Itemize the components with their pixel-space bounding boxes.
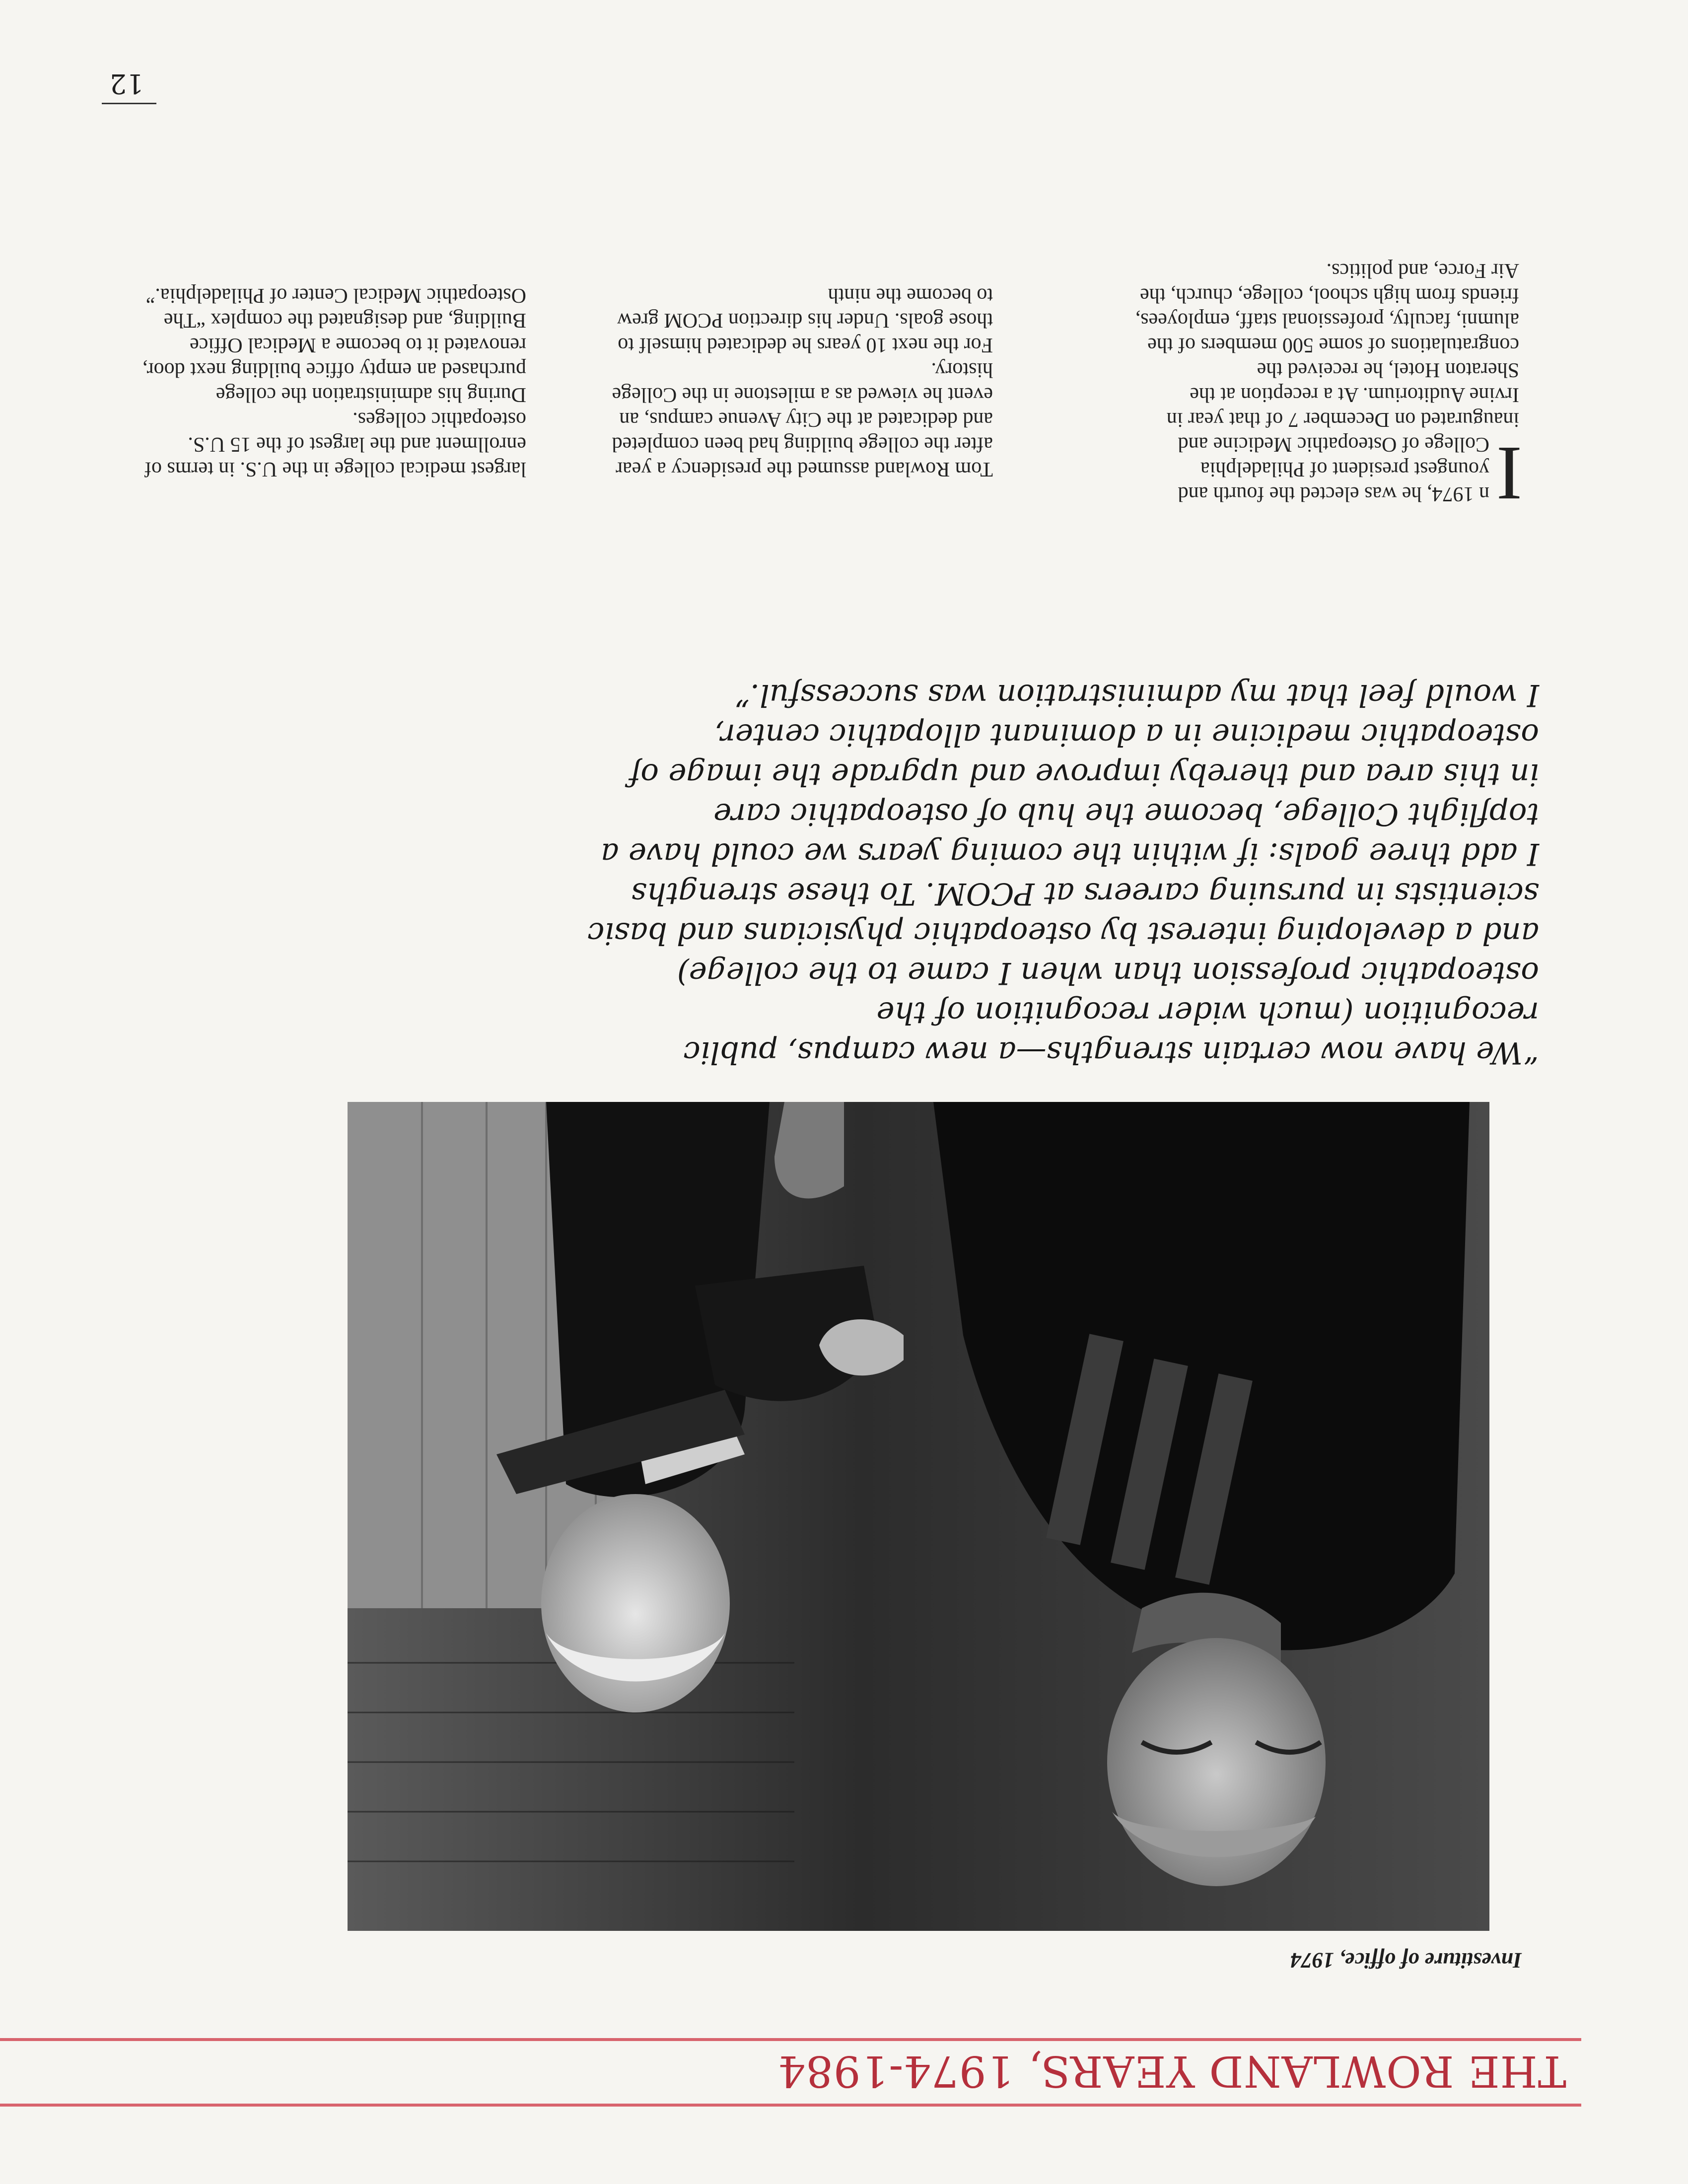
- body-column-2-text: Tom Rowland assumed the presidency a year after the college building had been completed and dedicated at the City Avenue campus, an event he viewed as a milestone in the College history. For the next 10 years he dedicated himself to those goals. Under his direction PCOM grew to become the ninth: [612, 284, 993, 480]
- header-rule-top: [0, 2104, 1581, 2107]
- pull-quote: “We have now certain strengths—a new campus, public recognition (much wider recognition of the osteopathic profession than when I came to the college) and a developing interest by osteopathic physicians and basic scientists in pursuing careers at PCOM. To these strengths I add three goals: if within the coming years we could have a topflight College, become the hub of osteopathic care in this area and thereby improve and upgrade the image of osteopathic medicine in a dominant allopathic center, I would feel that my administration was successful.”: [587, 678, 1539, 1070]
- body-column-1: [1132, 258, 1522, 517]
- header-rule-bottom: [0, 2038, 1581, 2041]
- photo-caption: Investiture of office, 1974: [1290, 1948, 1522, 1973]
- drop-cap: I: [1496, 431, 1522, 517]
- page-number: 12: [109, 68, 144, 99]
- body-column-2: [606, 283, 993, 506]
- page-number-rule: [102, 103, 156, 104]
- investiture-photo: [348, 1102, 1489, 1931]
- body-column-3: [139, 283, 526, 506]
- page-header-title: THE ROWLAND YEARS, 1974-1984: [777, 2046, 1566, 2096]
- body-column-3-text: largest medical college in the U.S. in terms of enrollment and the largest of the 15 U.S. osteopathic colleges. During his administration the college purchased an empty office building next door, renovated it to become a Medical Office Building, and designated the complex “The Osteopathic Medical Center of Philadelphia.”: [142, 284, 526, 480]
- body-column-1-text: n 1974, he was elected the fourth and youngest president of Philadelphia College of Osteopathic Medicine and inaugurated on December 7 of that year in Irvine Auditorium. At a reception at the Sheraton Hotel, he received the congratulations of some 500 members of the alumni, faculty, professional staff, employees, friends from high school, college, church, the Air Force, and politics.: [1135, 259, 1519, 505]
